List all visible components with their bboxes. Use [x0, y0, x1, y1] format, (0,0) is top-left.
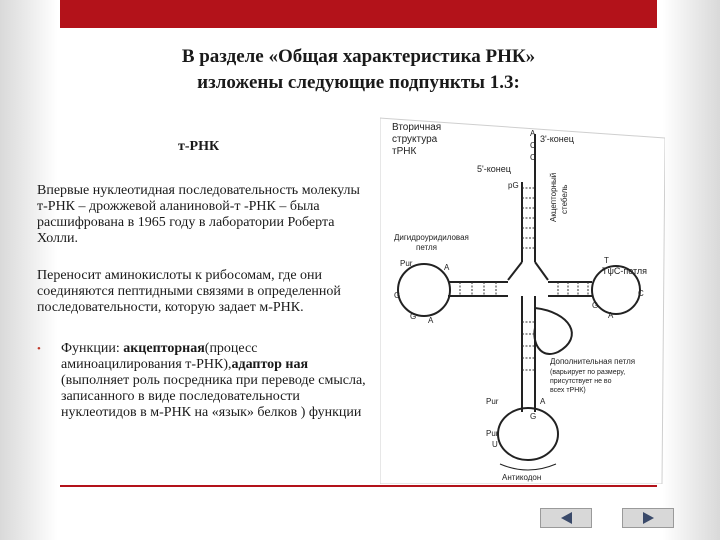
title-line-1: В разделе «Общая характеристика РНК»: [181, 46, 536, 67]
t-loop-label: ТψС-петля: [602, 266, 648, 276]
diagram-title-1: Вторичная: [392, 122, 442, 133]
bullet-term-acceptor: акцепторная: [123, 341, 205, 356]
triangle-left-icon: [561, 512, 572, 524]
extra-loop-label-3: присутствует не во: [550, 378, 612, 385]
bullet-term-adaptor: адаптор ная: [231, 357, 309, 372]
three-prime-label: 3'-конец: [540, 134, 574, 144]
nt-A1: A: [530, 129, 536, 138]
nt-T: T: [604, 256, 609, 265]
previous-slide-button[interactable]: [540, 508, 592, 528]
acceptor-label-1: Акцепторный: [549, 172, 558, 222]
diagram-title-2: структура: [392, 134, 438, 145]
five-prime-label: 5'-конец: [477, 164, 511, 174]
next-slide-button[interactable]: [622, 508, 674, 528]
trna-secondary-structure-diagram: [380, 112, 665, 484]
nt-A4: A: [540, 397, 546, 406]
title-line-2: изложены следующие подпункты 1.3:: [197, 72, 520, 93]
paragraph-function: Переносит аминокислоты к рибосомам, где они соединяются пептидными связями в определенной последовательности, которую задает м-РНК.: [37, 268, 341, 315]
nt-A5: A: [608, 311, 614, 320]
slide-title: [60, 44, 657, 96]
paragraph-history: Впервые нуклеотидная последовательность молекулы т-РНК – дрожжевой аланиновой-т -РНК – была расшифрована в 1965 году в лаборатории Роберта Холли.: [37, 183, 360, 246]
nt-U: U: [492, 440, 498, 449]
nt-C2: C: [530, 153, 536, 162]
nt-A2: A: [444, 263, 450, 272]
nt-pG: pG: [508, 181, 519, 190]
bottom-accent-line: [60, 485, 657, 487]
d-loop-label-2: петля: [416, 243, 438, 252]
bullet-suffix: (выполняет роль посредника при переводе смысла, записанного в виде последовательности нуклеотидов в м-РНК на «язык» белков ) функции: [61, 373, 366, 420]
triangle-right-icon: [643, 512, 654, 524]
bullet-text: [61, 341, 367, 421]
nt-G3: G: [530, 412, 537, 421]
nt-Pur1: Pur: [400, 259, 413, 268]
nt-C1: C: [530, 141, 536, 150]
bullet-prefix: Функции:: [61, 341, 124, 356]
bullet-icon: •: [37, 343, 41, 355]
nt-G2: G: [410, 312, 417, 321]
extra-loop-label-4: всех тРНК): [550, 387, 586, 394]
extra-loop-label-2: (варьирует по размеру,: [550, 369, 626, 376]
nt-G1: G: [394, 291, 401, 300]
nt-G4: G: [592, 301, 599, 310]
top-accent-bar: [60, 0, 657, 28]
d-loop-label-1: Дигидроуридиловая: [394, 233, 469, 242]
anticodon-label: Антикодон: [502, 473, 542, 482]
bullet-middle: (процесс аминоацилирования т-РНК),: [61, 341, 258, 372]
nt-Pur3: Pur: [486, 429, 499, 438]
diagram-title-3: тРНК: [392, 146, 417, 157]
acceptor-label-2: стебель: [560, 184, 569, 214]
nt-C3: C: [638, 289, 644, 298]
nt-Pur2: Pur: [486, 397, 499, 406]
extra-loop-label-1: Дополнительная петля: [550, 357, 636, 366]
section-subtitle: т-РНК: [178, 139, 220, 154]
nt-A3: A: [428, 316, 434, 325]
